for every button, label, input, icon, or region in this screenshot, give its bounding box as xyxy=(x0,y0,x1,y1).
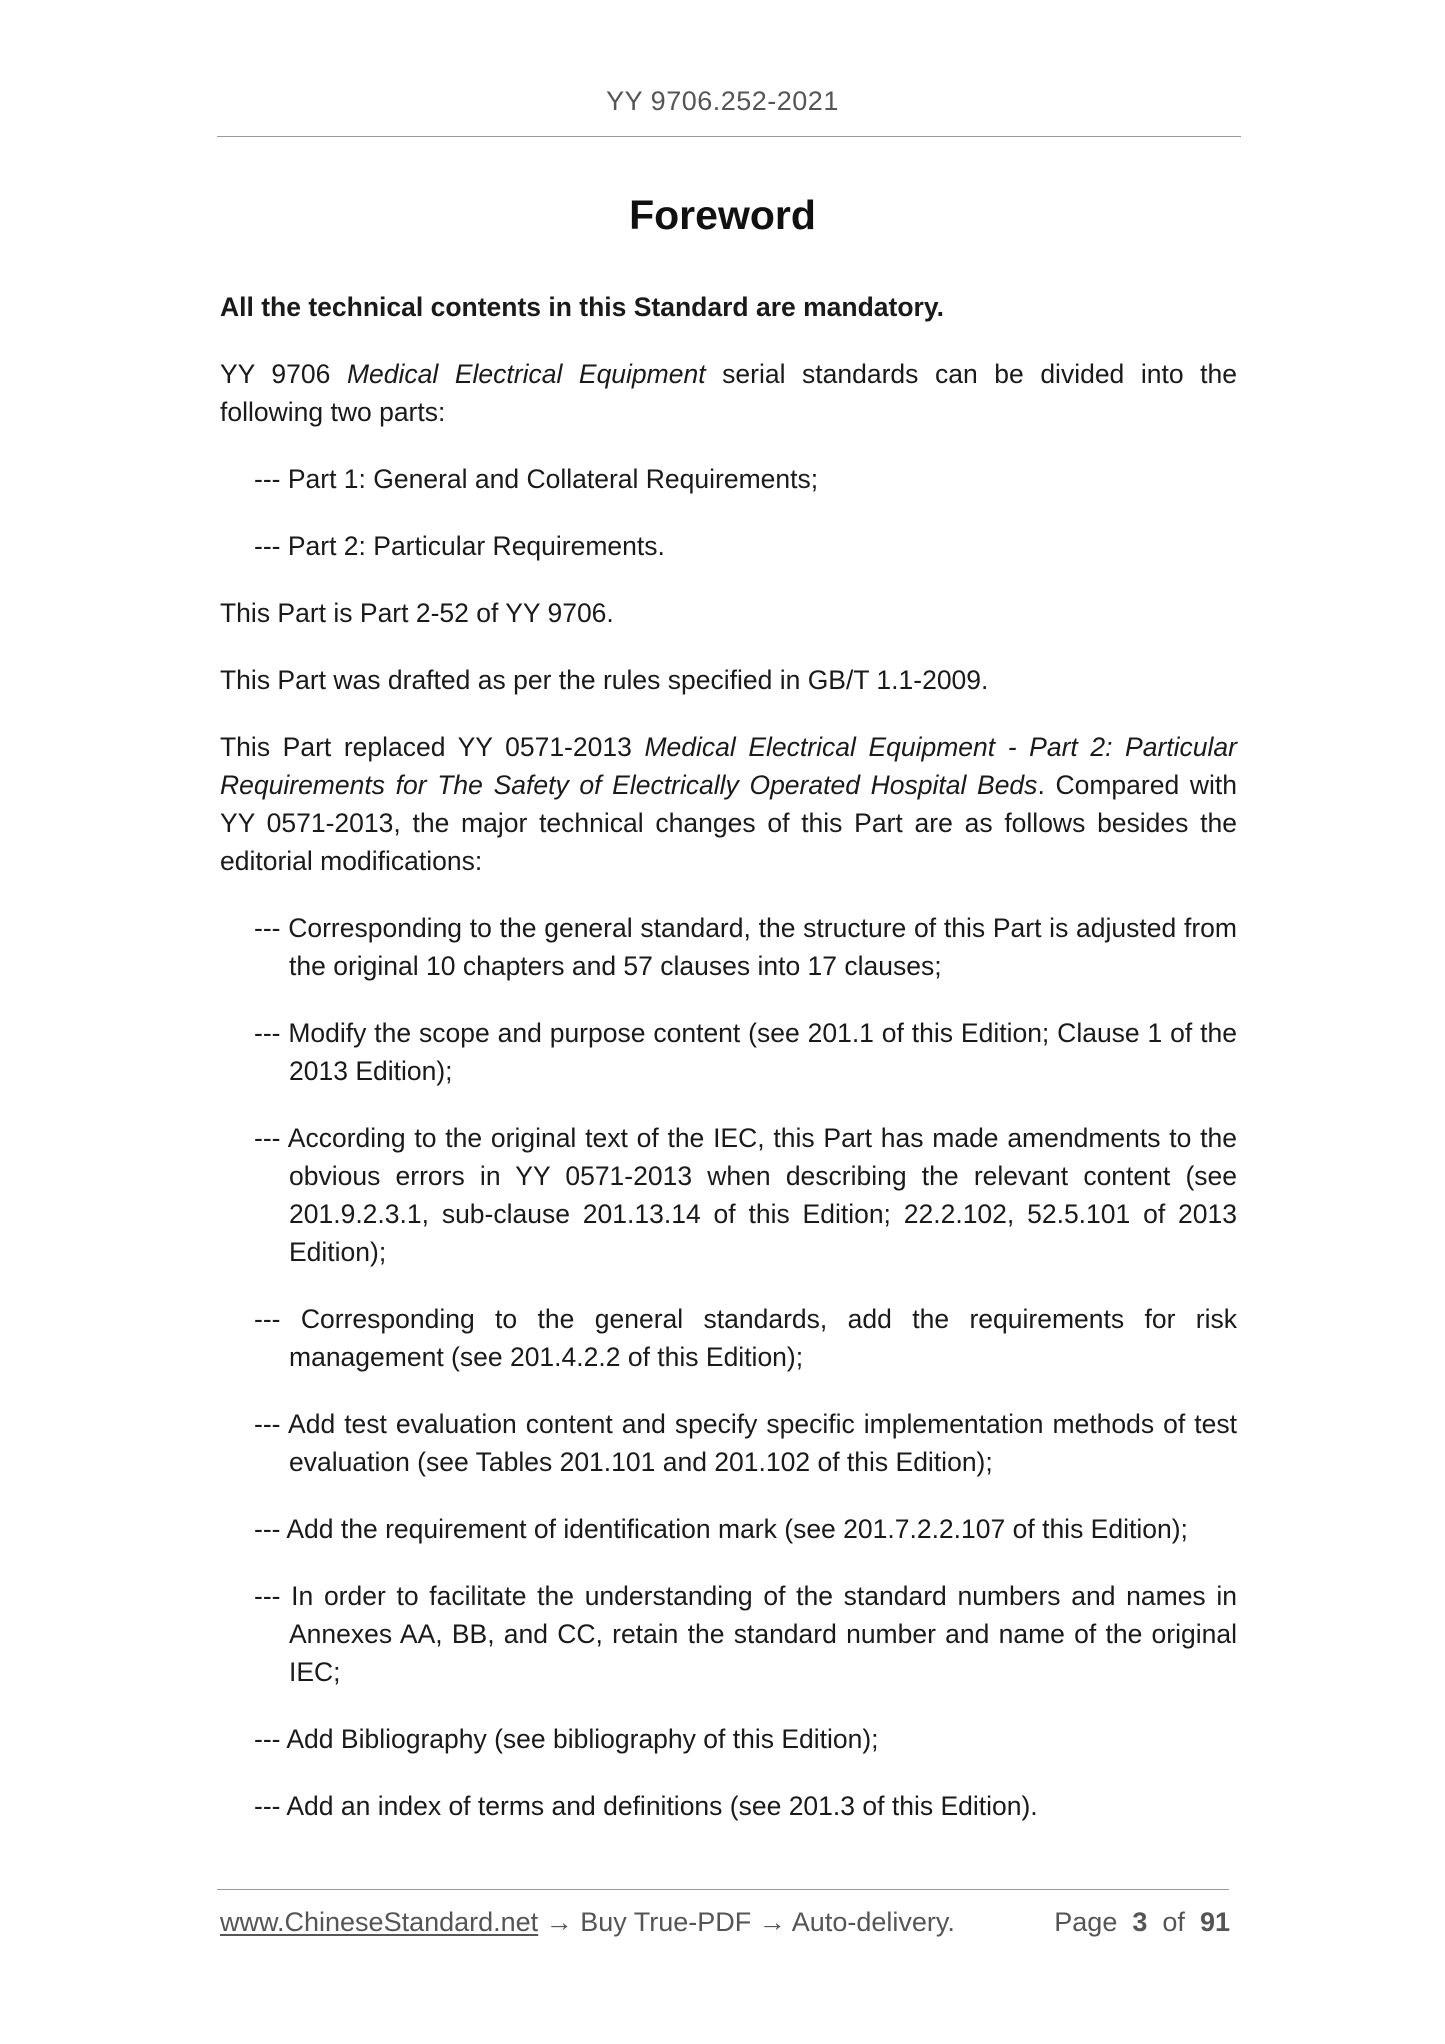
page-word: Page xyxy=(1054,1907,1118,1937)
drafting-rules-paragraph: This Part was drafted as per the rules specified in GB/T 1.1-2009. xyxy=(220,665,989,695)
buy-pdf-text: Buy True-PDF xyxy=(580,1907,752,1937)
document-code-header: YY 9706.252-2021 xyxy=(606,86,839,116)
change-list-item: --- Add Bibliography (see bibliography of this Edition); xyxy=(254,1724,879,1754)
part-list-item-2: --- Part 2: Particular Requirements. xyxy=(254,531,665,561)
change-list-item: --- Add the requirement of identification mark (see 201.7.2.2.107 of this Edition); xyxy=(254,1514,1188,1544)
total-pages-number: 91 xyxy=(1199,1907,1230,1937)
page-indicator xyxy=(1054,1907,1230,1938)
page-title: Foreword xyxy=(629,192,816,238)
arrow-icon: → xyxy=(758,1907,786,1937)
replaced-standard-title-italic: Medical Electrical Equipment - Part 2: Particular Requirements for The Safety of Electrically Operated Hospital Beds xyxy=(220,732,1237,800)
change-list-item: --- According to the original text of the IEC, this Part has made amendments to the obvious errors in YY 0571-2013 when describing the relevant content (see 201.9.2.3.1, sub-clause 201.13.14 of this Edition; 22.2.102, 52.5.101 of 2013 Edition); xyxy=(254,1123,1237,1267)
replacement-text-post: . Compared with YY 0571-2013, the major technical changes of this Part are as follows besides the editorial modifications: xyxy=(220,770,1237,876)
arrow-icon: → xyxy=(545,1907,573,1937)
change-list-item: --- Corresponding to the general standards, add the requirements for risk management (see 201.4.2.2 of this Edition); xyxy=(254,1304,1237,1372)
current-page-number: 3 xyxy=(1132,1907,1148,1937)
series-title-italic: Medical Electrical Equipment xyxy=(346,359,706,389)
series-text-post: serial standards can be divided into the following two parts: xyxy=(220,359,1237,427)
document-body xyxy=(220,288,1237,1854)
of-word: of xyxy=(1162,1907,1185,1937)
auto-delivery-text: Auto-delivery. xyxy=(791,1907,955,1937)
series-text-pre: YY 9706 xyxy=(220,359,347,389)
part-list-item-1: --- Part 1: General and Collateral Requirements; xyxy=(254,464,819,494)
footer-divider xyxy=(217,1889,1229,1890)
change-list-item: --- Add an index of terms and definitions (see 201.3 of this Edition). xyxy=(254,1791,1038,1821)
header-divider xyxy=(217,136,1241,137)
page-footer xyxy=(220,1907,1230,1938)
change-list-item: --- In order to facilitate the understanding of the standard numbers and names in Annexes AA, BB, and CC, retain the standard number and name of the original IEC; xyxy=(254,1581,1237,1687)
part-number-paragraph: This Part is Part 2-52 of YY 9706. xyxy=(220,598,614,628)
change-list-item: --- Add test evaluation content and specify specific implementation methods of test evaluation (see Tables 201.101 and 201.102 of this Edition); xyxy=(254,1409,1237,1477)
replacement-paragraph xyxy=(220,728,1237,880)
change-list-item: --- Modify the scope and purpose content (see 201.1 of this Edition; Clause 1 of the 2013 Edition); xyxy=(254,1018,1237,1086)
series-paragraph xyxy=(220,355,1237,431)
change-list-item: --- Corresponding to the general standard, the structure of this Part is adjusted from the original 10 chapters and 57 clauses into 17 clauses; xyxy=(254,913,1237,981)
replacement-text-pre: This Part replaced YY 0571-2013 xyxy=(220,732,645,762)
mandatory-statement: All the technical contents in this Standard are mandatory. xyxy=(220,292,944,322)
website-link[interactable]: www.ChineseStandard.net xyxy=(220,1907,539,1937)
